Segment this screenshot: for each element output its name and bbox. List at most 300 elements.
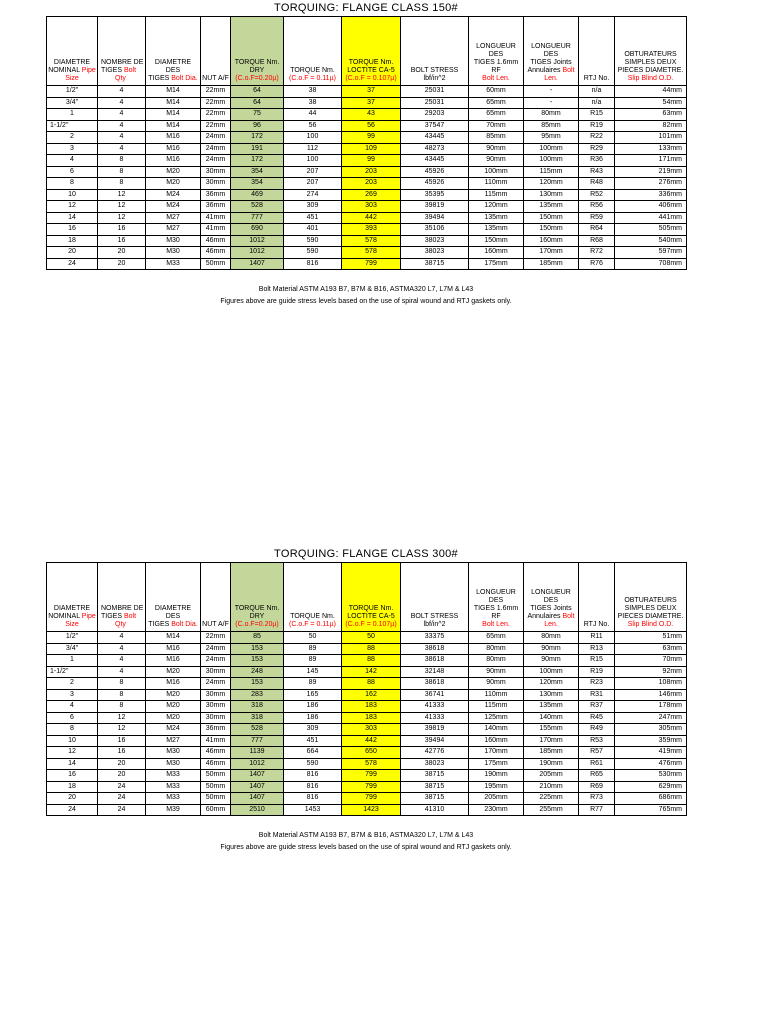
cell-nut: 36mm bbox=[201, 201, 231, 213]
cell-rtj-no: R31 bbox=[579, 689, 615, 701]
cell-nut: 50mm bbox=[201, 770, 231, 782]
cell-bolt-len: 85mm bbox=[469, 132, 524, 144]
cell-torque-loctite: 1423 bbox=[342, 804, 401, 816]
col-header-bolt-dia: DIAMETRE DES TIGES Bolt Dia. bbox=[146, 17, 201, 86]
cell-size: 10 bbox=[47, 189, 98, 201]
cell-torque: 165 bbox=[284, 689, 342, 701]
cell-bolt-len: 175mm bbox=[469, 258, 524, 270]
cell-bolt-dia: M20 bbox=[146, 689, 201, 701]
cell-rtj-no: R19 bbox=[579, 120, 615, 132]
cell-size: 24 bbox=[47, 804, 98, 816]
cell-rtj-len: 100mm bbox=[524, 666, 579, 678]
cell-rtj-no: R15 bbox=[579, 655, 615, 667]
cell-torque: 1453 bbox=[284, 804, 342, 816]
cell-bolt-stress: 38715 bbox=[401, 793, 469, 805]
cell-torque: 145 bbox=[284, 666, 342, 678]
cell-torque-loctite: 303 bbox=[342, 201, 401, 213]
cell-size: 2 bbox=[47, 132, 98, 144]
cell-bolt-dia: M30 bbox=[146, 747, 201, 759]
cell-bolt-len: 205mm bbox=[469, 793, 524, 805]
cell-bolt-len: 135mm bbox=[469, 212, 524, 224]
cell-torque-dry: 85 bbox=[231, 632, 284, 644]
cell-torque-loctite: 88 bbox=[342, 678, 401, 690]
cell-bolt-dia: M33 bbox=[146, 781, 201, 793]
cell-bolt-len: 230mm bbox=[469, 804, 524, 816]
cell-torque-loctite: 578 bbox=[342, 758, 401, 770]
cell-qty: 8 bbox=[98, 178, 146, 190]
cell-rtj-len: 85mm bbox=[524, 120, 579, 132]
cell-bolt-dia: M16 bbox=[146, 655, 201, 667]
cell-bolt-len: 195mm bbox=[469, 781, 524, 793]
cell-torque-loctite: 37 bbox=[342, 97, 401, 109]
bolt-material-note: Bolt Material ASTM A193 B7, B7M & B16, ASTMA320 L7, L7M & L43 bbox=[258, 832, 474, 839]
cell-size: 4 bbox=[47, 155, 98, 167]
cell-size: 1 bbox=[47, 109, 98, 121]
cell-slip-blind: 44mm bbox=[615, 86, 687, 98]
cell-rtj-len: 170mm bbox=[524, 247, 579, 259]
cell-nut: 30mm bbox=[201, 666, 231, 678]
cell-torque-dry: 354 bbox=[231, 166, 284, 178]
table-row bbox=[47, 643, 687, 655]
cell-torque: 816 bbox=[284, 258, 342, 270]
cell-nut: 24mm bbox=[201, 155, 231, 167]
cell-bolt-stress: 25031 bbox=[401, 86, 469, 98]
cell-rtj-no: R65 bbox=[579, 770, 615, 782]
cell-torque-dry: 1012 bbox=[231, 758, 284, 770]
cell-bolt-stress: 38023 bbox=[401, 235, 469, 247]
cell-bolt-len: 170mm bbox=[469, 747, 524, 759]
cell-bolt-len: 90mm bbox=[469, 666, 524, 678]
col-header-torque-loctite: TORQUE Nm. LOCTITE CA-5 (C.o.F = 0.107µ) bbox=[342, 17, 401, 86]
cell-qty: 12 bbox=[98, 724, 146, 736]
cell-bolt-stress: 35395 bbox=[401, 189, 469, 201]
cell-rtj-no: R11 bbox=[579, 632, 615, 644]
cell-rtj-no: R36 bbox=[579, 155, 615, 167]
cell-torque-dry: 528 bbox=[231, 724, 284, 736]
cell-slip-blind: 101mm bbox=[615, 132, 687, 144]
col-header-rtj-no: RTJ No. bbox=[579, 563, 615, 632]
cell-size: 20 bbox=[47, 247, 98, 259]
cell-torque: 274 bbox=[284, 189, 342, 201]
cell-bolt-len: 65mm bbox=[469, 632, 524, 644]
cell-torque-loctite: 799 bbox=[342, 258, 401, 270]
cell-qty: 8 bbox=[98, 689, 146, 701]
table-row bbox=[47, 735, 687, 747]
cell-bolt-len: 90mm bbox=[469, 155, 524, 167]
cell-torque-dry: 172 bbox=[231, 155, 284, 167]
cell-torque: 401 bbox=[284, 224, 342, 236]
cell-qty: 24 bbox=[98, 804, 146, 816]
cell-rtj-no: n/a bbox=[579, 86, 615, 98]
cell-torque: 56 bbox=[284, 120, 342, 132]
cell-size: 1-1/2" bbox=[47, 120, 98, 132]
cell-size: 16 bbox=[47, 770, 98, 782]
cell-torque-loctite: 183 bbox=[342, 712, 401, 724]
cell-bolt-dia: M24 bbox=[146, 189, 201, 201]
col-header-qty: NOMBRE DE TIGES Bolt Qty bbox=[98, 17, 146, 86]
cell-rtj-no: R76 bbox=[579, 258, 615, 270]
cell-torque: 38 bbox=[284, 86, 342, 98]
col-header-torque-dry: TORQUE Nm. DRY (C.o.F=0.20µ) bbox=[231, 563, 284, 632]
cell-torque-loctite: 650 bbox=[342, 747, 401, 759]
cell-rtj-no: R53 bbox=[579, 735, 615, 747]
cell-nut: 30mm bbox=[201, 178, 231, 190]
cell-rtj-len: 170mm bbox=[524, 735, 579, 747]
cell-torque: 816 bbox=[284, 793, 342, 805]
cell-torque-dry: 354 bbox=[231, 178, 284, 190]
cell-torque: 207 bbox=[284, 178, 342, 190]
col-header-torque-dry: TORQUE Nm. DRY (C.o.F=0.20µ) bbox=[231, 17, 284, 86]
col-header-bolt-len: LONGUEUR DES TIGES 1.6mm RF Bolt Len. bbox=[469, 17, 524, 86]
cell-bolt-dia: M16 bbox=[146, 132, 201, 144]
cell-slip-blind: 708mm bbox=[615, 258, 687, 270]
bolt-material-note: Bolt Material ASTM A193 B7, B7M & B16, ASTMA320 L7, L7M & L43 bbox=[258, 286, 474, 293]
cell-size: 10 bbox=[47, 735, 98, 747]
cell-bolt-dia: M33 bbox=[146, 793, 201, 805]
cell-slip-blind: 597mm bbox=[615, 247, 687, 259]
table-row bbox=[47, 224, 687, 236]
cell-size: 8 bbox=[47, 724, 98, 736]
cell-nut: 22mm bbox=[201, 109, 231, 121]
cell-rtj-len: 140mm bbox=[524, 712, 579, 724]
table-row bbox=[47, 724, 687, 736]
cell-qty: 4 bbox=[98, 86, 146, 98]
cell-torque-loctite: 109 bbox=[342, 143, 401, 155]
cell-rtj-len: 80mm bbox=[524, 109, 579, 121]
cell-nut: 50mm bbox=[201, 258, 231, 270]
cell-slip-blind: 441mm bbox=[615, 212, 687, 224]
cell-rtj-no: R13 bbox=[579, 643, 615, 655]
cell-bolt-dia: M14 bbox=[146, 97, 201, 109]
cell-torque-dry: 1407 bbox=[231, 793, 284, 805]
col-header-slip-blind: OBTURATEURS SIMPLES DEUX PIECES DIAMETRE. Slip Blind O.D. bbox=[615, 17, 687, 86]
cell-bolt-stress: 38618 bbox=[401, 678, 469, 690]
cell-torque-loctite: 578 bbox=[342, 247, 401, 259]
cell-torque-loctite: 162 bbox=[342, 689, 401, 701]
cell-torque-dry: 1407 bbox=[231, 781, 284, 793]
table-row bbox=[47, 235, 687, 247]
cell-size: 1-1/2" bbox=[47, 666, 98, 678]
cell-torque: 112 bbox=[284, 143, 342, 155]
cell-size: 8 bbox=[47, 178, 98, 190]
cell-rtj-len: 205mm bbox=[524, 770, 579, 782]
cell-bolt-dia: M27 bbox=[146, 224, 201, 236]
table-title: TORQUING: FLANGE CLASS 150# bbox=[274, 2, 458, 14]
cell-nut: 24mm bbox=[201, 132, 231, 144]
cell-rtj-len: - bbox=[524, 97, 579, 109]
cell-rtj-len: 115mm bbox=[524, 166, 579, 178]
cell-torque-dry: 153 bbox=[231, 655, 284, 667]
cell-bolt-dia: M27 bbox=[146, 212, 201, 224]
cell-qty: 8 bbox=[98, 155, 146, 167]
cell-torque-loctite: 799 bbox=[342, 793, 401, 805]
cell-rtj-len: 90mm bbox=[524, 655, 579, 667]
cell-slip-blind: 171mm bbox=[615, 155, 687, 167]
cell-bolt-stress: 41333 bbox=[401, 712, 469, 724]
cell-size: 6 bbox=[47, 712, 98, 724]
cell-bolt-stress: 39494 bbox=[401, 735, 469, 747]
cell-qty: 12 bbox=[98, 212, 146, 224]
table-row bbox=[47, 132, 687, 144]
cell-bolt-dia: M33 bbox=[146, 258, 201, 270]
cell-rtj-len: 190mm bbox=[524, 758, 579, 770]
cell-size: 3/4" bbox=[47, 643, 98, 655]
cell-qty: 4 bbox=[98, 143, 146, 155]
cell-torque: 44 bbox=[284, 109, 342, 121]
torque-table-class-150 bbox=[46, 16, 687, 270]
cell-rtj-len: 130mm bbox=[524, 189, 579, 201]
table-row bbox=[47, 793, 687, 805]
cell-bolt-stress: 38715 bbox=[401, 781, 469, 793]
cell-torque: 50 bbox=[284, 632, 342, 644]
cell-bolt-len: 110mm bbox=[469, 178, 524, 190]
cell-slip-blind: 359mm bbox=[615, 735, 687, 747]
cell-rtj-no: R19 bbox=[579, 666, 615, 678]
table-row bbox=[47, 781, 687, 793]
cell-rtj-len: 100mm bbox=[524, 155, 579, 167]
cell-bolt-len: 140mm bbox=[469, 724, 524, 736]
cell-qty: 12 bbox=[98, 712, 146, 724]
cell-torque: 186 bbox=[284, 712, 342, 724]
table-row bbox=[47, 804, 687, 816]
cell-bolt-stress: 43445 bbox=[401, 155, 469, 167]
section-class-150 bbox=[46, 0, 686, 308]
cell-size: 1/2" bbox=[47, 86, 98, 98]
cell-bolt-dia: M20 bbox=[146, 178, 201, 190]
col-header-qty: NOMBRE DE TIGES Bolt Qty bbox=[98, 563, 146, 632]
cell-torque-dry: 64 bbox=[231, 86, 284, 98]
cell-bolt-dia: M39 bbox=[146, 804, 201, 816]
cell-torque-dry: 64 bbox=[231, 97, 284, 109]
cell-qty: 16 bbox=[98, 735, 146, 747]
cell-torque-dry: 777 bbox=[231, 212, 284, 224]
cell-bolt-stress: 38023 bbox=[401, 758, 469, 770]
cell-slip-blind: 70mm bbox=[615, 655, 687, 667]
cell-size: 14 bbox=[47, 212, 98, 224]
cell-torque-dry: 469 bbox=[231, 189, 284, 201]
cell-slip-blind: 219mm bbox=[615, 166, 687, 178]
cell-torque: 451 bbox=[284, 735, 342, 747]
cell-bolt-dia: M30 bbox=[146, 247, 201, 259]
cell-bolt-stress: 43445 bbox=[401, 132, 469, 144]
cell-torque-dry: 318 bbox=[231, 701, 284, 713]
cell-rtj-len: 80mm bbox=[524, 632, 579, 644]
cell-torque: 590 bbox=[284, 758, 342, 770]
cell-size: 3 bbox=[47, 689, 98, 701]
cell-torque-loctite: 442 bbox=[342, 735, 401, 747]
cell-qty: 12 bbox=[98, 189, 146, 201]
cell-rtj-len: 120mm bbox=[524, 678, 579, 690]
cell-bolt-len: 100mm bbox=[469, 166, 524, 178]
cell-nut: 36mm bbox=[201, 189, 231, 201]
cell-slip-blind: 276mm bbox=[615, 178, 687, 190]
cell-rtj-no: R23 bbox=[579, 678, 615, 690]
cell-slip-blind: 63mm bbox=[615, 643, 687, 655]
col-header-torque: TORQUE Nm. (C.o.F = 0.11µ) bbox=[284, 17, 342, 86]
cell-slip-blind: 629mm bbox=[615, 781, 687, 793]
cell-bolt-dia: M24 bbox=[146, 724, 201, 736]
cell-torque-loctite: 50 bbox=[342, 632, 401, 644]
cell-qty: 4 bbox=[98, 120, 146, 132]
cell-bolt-dia: M16 bbox=[146, 155, 201, 167]
header-row bbox=[47, 17, 687, 86]
cell-bolt-stress: 33375 bbox=[401, 632, 469, 644]
cell-slip-blind: 247mm bbox=[615, 712, 687, 724]
table-row bbox=[47, 155, 687, 167]
cell-bolt-stress: 32148 bbox=[401, 666, 469, 678]
cell-slip-blind: 108mm bbox=[615, 678, 687, 690]
cell-slip-blind: 82mm bbox=[615, 120, 687, 132]
cell-size: 2 bbox=[47, 678, 98, 690]
cell-size: 18 bbox=[47, 781, 98, 793]
cell-qty: 8 bbox=[98, 701, 146, 713]
cell-slip-blind: 54mm bbox=[615, 97, 687, 109]
cell-bolt-stress: 48273 bbox=[401, 143, 469, 155]
col-header-torque-loctite: TORQUE Nm. LOCTITE CA-5 (C.o.F = 0.107µ) bbox=[342, 563, 401, 632]
cell-torque-dry: 1407 bbox=[231, 770, 284, 782]
table-row bbox=[47, 178, 687, 190]
cell-qty: 20 bbox=[98, 758, 146, 770]
cell-bolt-stress: 39494 bbox=[401, 212, 469, 224]
cell-torque-dry: 2510 bbox=[231, 804, 284, 816]
cell-nut: 22mm bbox=[201, 97, 231, 109]
cell-torque-loctite: 88 bbox=[342, 655, 401, 667]
cell-bolt-stress: 38618 bbox=[401, 655, 469, 667]
cell-bolt-stress: 39819 bbox=[401, 201, 469, 213]
cell-nut: 60mm bbox=[201, 804, 231, 816]
cell-bolt-dia: M24 bbox=[146, 201, 201, 213]
col-header-size: DIAMETRE NOMINAL Pipe Size bbox=[47, 563, 98, 632]
cell-size: 14 bbox=[47, 758, 98, 770]
cell-torque-loctite: 183 bbox=[342, 701, 401, 713]
cell-slip-blind: 406mm bbox=[615, 201, 687, 213]
cell-rtj-no: R57 bbox=[579, 747, 615, 759]
cell-torque-dry: 75 bbox=[231, 109, 284, 121]
cell-bolt-stress: 42776 bbox=[401, 747, 469, 759]
cell-qty: 8 bbox=[98, 678, 146, 690]
cell-torque: 590 bbox=[284, 247, 342, 259]
cell-torque: 309 bbox=[284, 201, 342, 213]
col-header-bolt-len: LONGUEUR DES TIGES 1.6mm RF Bolt Len. bbox=[469, 563, 524, 632]
table-row bbox=[47, 120, 687, 132]
cell-bolt-dia: M16 bbox=[146, 143, 201, 155]
cell-qty: 4 bbox=[98, 632, 146, 644]
cell-rtj-no: R43 bbox=[579, 166, 615, 178]
cell-nut: 22mm bbox=[201, 86, 231, 98]
cell-size: 6 bbox=[47, 166, 98, 178]
cell-size: 3/4" bbox=[47, 97, 98, 109]
cell-bolt-len: 175mm bbox=[469, 758, 524, 770]
cell-nut: 41mm bbox=[201, 224, 231, 236]
cell-bolt-dia: M14 bbox=[146, 120, 201, 132]
cell-rtj-no: R29 bbox=[579, 143, 615, 155]
cell-size: 3 bbox=[47, 143, 98, 155]
cell-bolt-len: 90mm bbox=[469, 678, 524, 690]
cell-bolt-stress: 37547 bbox=[401, 120, 469, 132]
cell-torque: 38 bbox=[284, 97, 342, 109]
cell-bolt-dia: M30 bbox=[146, 758, 201, 770]
cell-rtj-len: 120mm bbox=[524, 178, 579, 190]
cell-qty: 4 bbox=[98, 655, 146, 667]
torque-table-class-300 bbox=[46, 562, 687, 816]
cell-size: 1 bbox=[47, 655, 98, 667]
col-header-bolt-stress: BOLT STRESS lbf/in^2 bbox=[401, 563, 469, 632]
cell-torque: 89 bbox=[284, 643, 342, 655]
cell-rtj-no: R77 bbox=[579, 804, 615, 816]
cell-slip-blind: 540mm bbox=[615, 235, 687, 247]
table-row bbox=[47, 689, 687, 701]
cell-nut: 30mm bbox=[201, 712, 231, 724]
cell-bolt-len: 115mm bbox=[469, 189, 524, 201]
cell-bolt-dia: M16 bbox=[146, 678, 201, 690]
cell-torque-loctite: 393 bbox=[342, 224, 401, 236]
cell-torque-dry: 153 bbox=[231, 678, 284, 690]
cell-torque: 89 bbox=[284, 655, 342, 667]
cell-size: 12 bbox=[47, 201, 98, 213]
guide-note: Figures above are guide stress levels based on the use of spiral wound and RTJ gaskets only. bbox=[220, 844, 512, 851]
cell-bolt-len: 90mm bbox=[469, 143, 524, 155]
cell-qty: 4 bbox=[98, 97, 146, 109]
cell-qty: 4 bbox=[98, 132, 146, 144]
cell-qty: 16 bbox=[98, 747, 146, 759]
cell-size: 24 bbox=[47, 258, 98, 270]
cell-torque-loctite: 142 bbox=[342, 666, 401, 678]
cell-torque: 100 bbox=[284, 132, 342, 144]
table-row bbox=[47, 166, 687, 178]
table-row bbox=[47, 109, 687, 121]
cell-bolt-dia: M20 bbox=[146, 666, 201, 678]
header-row bbox=[47, 563, 687, 632]
cell-torque: 664 bbox=[284, 747, 342, 759]
cell-slip-blind: 419mm bbox=[615, 747, 687, 759]
cell-qty: 12 bbox=[98, 201, 146, 213]
cell-nut: 36mm bbox=[201, 724, 231, 736]
col-header-rtj-len: LONGUEUR DES TIGES Joints Annulaires Bolt Len. bbox=[524, 563, 579, 632]
table-title: TORQUING: FLANGE CLASS 300# bbox=[274, 548, 458, 560]
col-header-nut: NUT A/F bbox=[201, 563, 231, 632]
cell-rtj-len: 185mm bbox=[524, 747, 579, 759]
cell-bolt-stress: 25031 bbox=[401, 97, 469, 109]
table-row bbox=[47, 632, 687, 644]
cell-rtj-no: n/a bbox=[579, 97, 615, 109]
cell-size: 20 bbox=[47, 793, 98, 805]
cell-torque-loctite: 303 bbox=[342, 724, 401, 736]
cell-qty: 16 bbox=[98, 224, 146, 236]
cell-bolt-dia: M33 bbox=[146, 770, 201, 782]
cell-torque: 309 bbox=[284, 724, 342, 736]
cell-bolt-stress: 41310 bbox=[401, 804, 469, 816]
col-header-size: DIAMETRE NOMINAL Pipe Size bbox=[47, 17, 98, 86]
cell-rtj-len: 225mm bbox=[524, 793, 579, 805]
cell-rtj-no: R22 bbox=[579, 132, 615, 144]
cell-rtj-no: R15 bbox=[579, 109, 615, 121]
cell-size: 16 bbox=[47, 224, 98, 236]
cell-torque-loctite: 799 bbox=[342, 770, 401, 782]
table-row bbox=[47, 678, 687, 690]
cell-rtj-no: R49 bbox=[579, 724, 615, 736]
cell-rtj-no: R73 bbox=[579, 793, 615, 805]
cell-slip-blind: 765mm bbox=[615, 804, 687, 816]
cell-nut: 30mm bbox=[201, 701, 231, 713]
cell-rtj-no: R68 bbox=[579, 235, 615, 247]
cell-bolt-dia: M16 bbox=[146, 643, 201, 655]
cell-torque-loctite: 99 bbox=[342, 155, 401, 167]
cell-bolt-len: 65mm bbox=[469, 109, 524, 121]
section-class-300 bbox=[46, 546, 686, 854]
col-header-bolt-dia: DIAMETRE DES TIGES Bolt Dia. bbox=[146, 563, 201, 632]
cell-bolt-stress: 35106 bbox=[401, 224, 469, 236]
cell-slip-blind: 305mm bbox=[615, 724, 687, 736]
